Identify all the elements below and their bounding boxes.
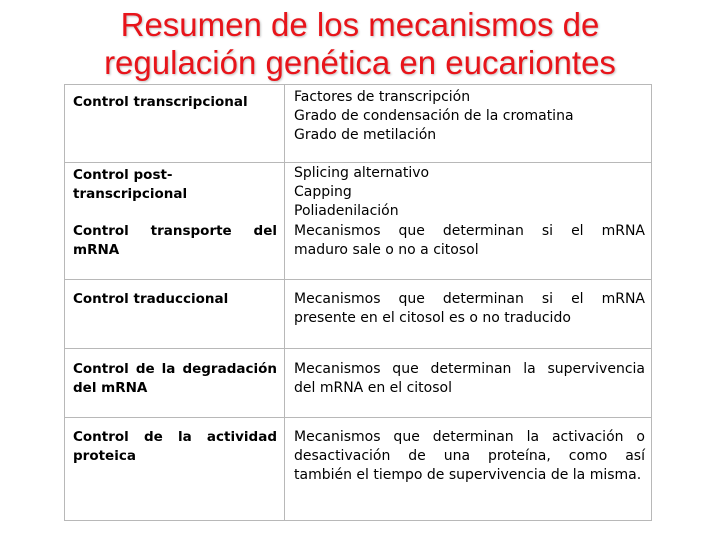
row-6-description: Mecanismos que determinan la activación o desactivación de una proteína, como así también el tiempo de supervivencia de la misma. (294, 429, 645, 483)
row-6-mechanism: Control de la actividad proteica (73, 429, 277, 464)
row-divider (65, 417, 651, 418)
row-5-description: Mecanismos que determinan la supervivencia del mRNA en el citosol (294, 361, 645, 396)
mechanisms-table (64, 84, 652, 521)
column-divider (284, 85, 285, 520)
row-2-mechanism: Control post- transcripcional (73, 167, 188, 202)
row-5-mechanism: Control de la degradación del mRNA (73, 361, 277, 396)
title-line-1: Resumen de los mecanismos de (120, 6, 600, 43)
row-4-mechanism: Control traduccional (73, 291, 229, 307)
slide-title (0, 6, 720, 82)
row-3-mechanism: Control transporte del mRNA (73, 223, 277, 258)
row-4-description: Mecanismos que determinan si el mRNA presente en el citosol es o no traducido (294, 291, 645, 326)
row-divider (65, 162, 651, 163)
row-2-description: Splicing alternativo Capping Poliadenilación (294, 165, 430, 219)
row-3-description: Mecanismos que determinan si el mRNA maduro sale o no a citosol (294, 223, 645, 258)
row-1-description: Factores de transcripción Grado de condensación de la cromatina Grado de metilación (294, 89, 574, 143)
row-1-mechanism: Control transcripcional (73, 94, 248, 110)
title-line-2: regulación genética en eucariontes (104, 44, 616, 81)
row-divider (65, 279, 651, 280)
row-divider (65, 348, 651, 349)
